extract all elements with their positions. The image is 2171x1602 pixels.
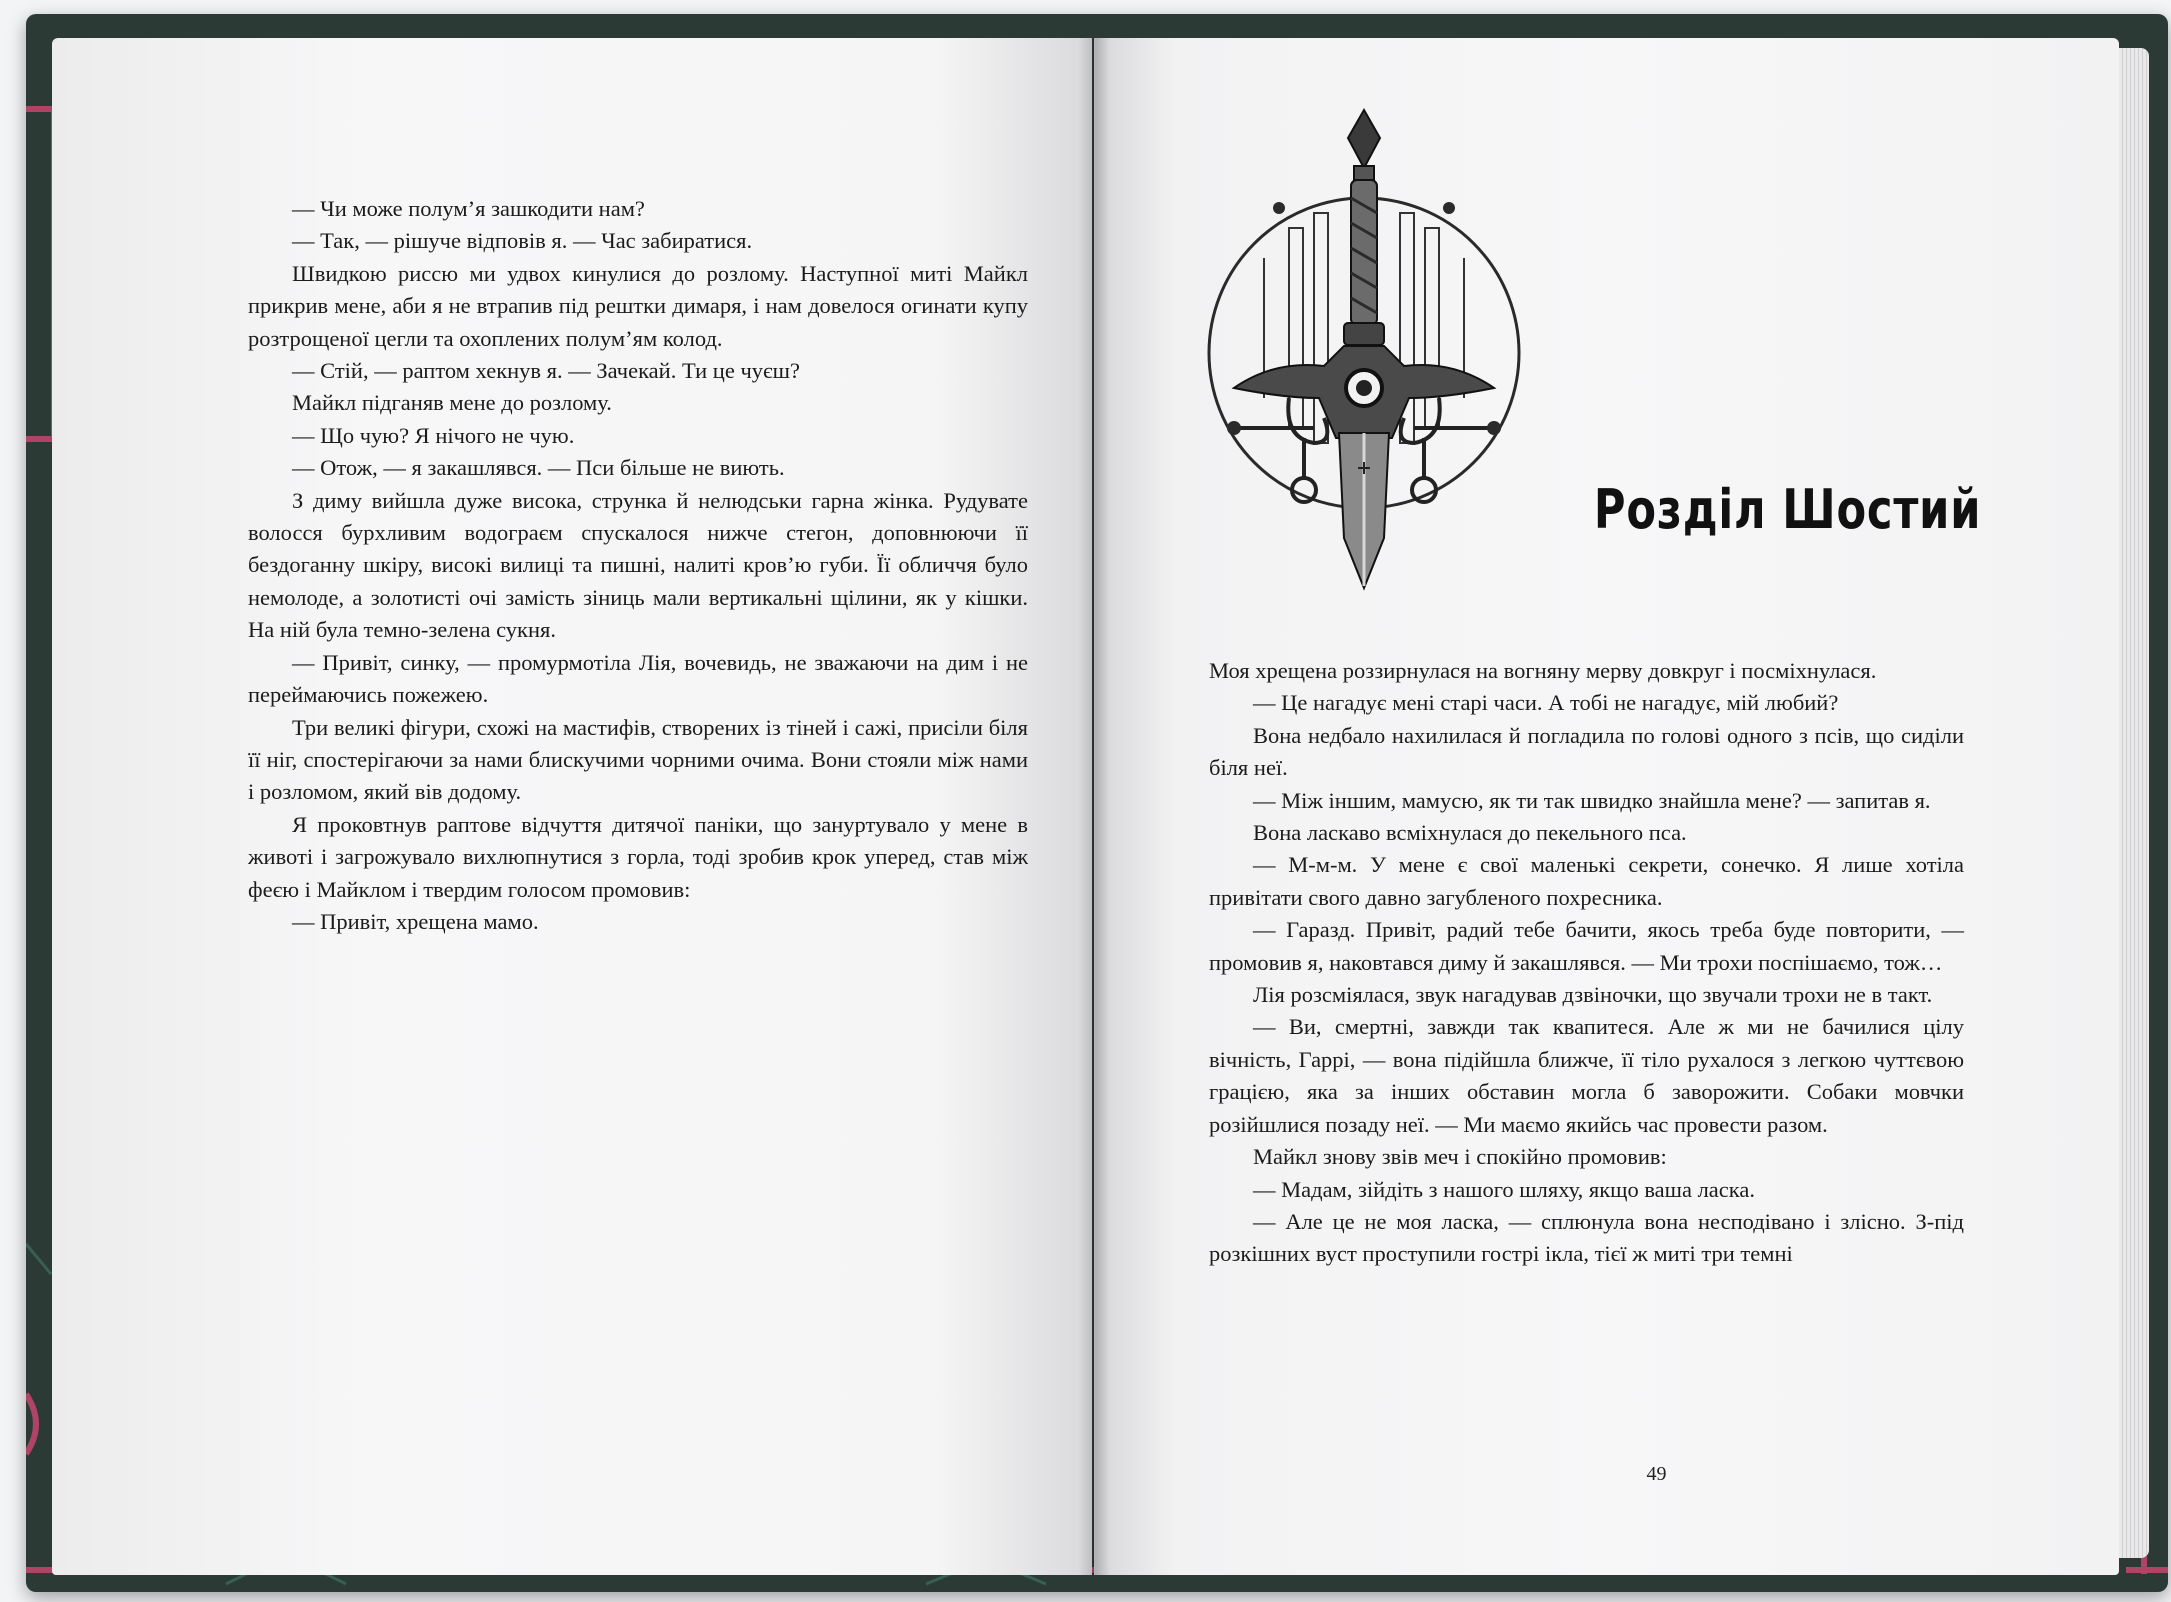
book-spine-shadow [1078, 38, 1110, 1575]
paragraph: — М-м-м. У мене є свої маленькі секрети, сонечко. Я лише хотіла привітати свого давно загубленого похресника. [1209, 852, 1964, 910]
paragraph: — Отож, — я закашлявся. — Пси більше не виють. [292, 455, 785, 481]
page-number: 49 [1646, 1463, 1667, 1485]
right-page [1094, 38, 2119, 1575]
paragraph: Швидкою риссю ми удвох кинулися до розлому. Наступної миті Майкл прикрив мене, аби я не втрапив під рештки димаря, і нам довелося огинати купу розтрощеної цегли та охоплених полум’ям колод. [248, 260, 1028, 351]
chapter-title: Розділ Шостий [1593, 478, 1981, 541]
paragraph: Моя хрещена роззирнулася на вогняну мерву довкруг і посміхнулася. [1209, 658, 1877, 683]
paragraph: — Привіт, хрещена мамо. [292, 908, 539, 934]
paragraph: Майкл знову звів меч і спокійно промовив: [1253, 1144, 1667, 1170]
paragraph: Вона недбало нахилилася й погладила по голові одного з псів, що сиділи біля неї. [1209, 722, 1964, 781]
paragraph: — Чи може полум’я зашкодити нам? [292, 196, 645, 221]
paragraph: — Мадам, зійдіть з нашого шляху, якщо ваша ласка. [1253, 1176, 1755, 1202]
paragraph: З диму вийшла дуже висока, струнка й нелюдськи гарна жінка. Рудувате волосся бурхливим водограєм спускалося нижче стегон, доповнюючи її бездоганну шкіру, високі вилиці та пишні, налиті кров’ю губи. Її обличчя було немолоде, а золотисті очі замість зіниць мали вертикальні щілини, як у кішки. На ній була темно-зелена сукня. [248, 487, 1028, 643]
paragraph: — Так, — рішуче відповів я. — Час забиратися. [292, 228, 753, 254]
paragraph: Три великі фігури, схожі на мастифів, створених із тіней і сажі, присіли біля її ніг, спостерігаючи за нами блискучими чорними очима. Вони стояли між нами і розломом, який вів додому. [248, 714, 1028, 805]
paragraph: — Але це не моя ласка, — сплюнула вона несподівано і злісно. З-під розкішних вуст проступили гострі ікла, тієї ж миті три темні [1209, 1208, 1964, 1267]
paragraph: Вона ласкаво всміхнулася до пекельного пса. [1253, 820, 1687, 846]
paragraph: — Що чую? Я нічого не чую. [292, 422, 575, 448]
sword-emblem-icon [1194, 98, 1534, 598]
left-page [52, 38, 1092, 1575]
right-page-text [1209, 655, 1964, 1271]
page-edges [2119, 48, 2149, 1558]
paragraph: — Ви, смертні, завжди так квапитеся. Але ж ми не бачилися цілу вічність, Гаррі, — вона підійшла ближче, її тіло рухалося з легкою чуттєвою грацією, яка за інших обставин могла б заворожити. Собаки мовчки розійшлися позаду неї. — Ми маємо якийсь час провести разом. [1209, 1014, 1964, 1137]
paragraph: — Гаразд. Привіт, радий тебе бачити, якось треба буде повторити, — промовив я, наковтався диму й закашлявся. — Ми трохи поспішаємо, тож… [1209, 917, 1964, 975]
left-page-text [248, 193, 1028, 938]
paragraph: — Привіт, синку, — промурмотіла Лія, вочевидь, не зважаючи на дим і не переймаючись пожежею. [248, 649, 1028, 708]
paragraph: Майкл підганяв мене до розлому. [292, 390, 612, 416]
paragraph: Лія розсміялася, звук нагадував дзвіночки, що звучали трохи не в такт. [1253, 982, 1933, 1008]
paragraph: — Між іншим, мамусю, як ти так швидко знайшла мене? — запитав я. [1253, 787, 1931, 813]
paragraph: — Стій, — раптом хекнув я. — Зачекай. Ти це чуєш? [292, 358, 800, 384]
paragraph: Я проковтнув раптове відчуття дитячої паніки, що зануртувало у мене в животі і загрожувало вихлюпнутися з горла, тоді зробив крок уперед, став між феєю і Майклом і твердим голосом промовив: [248, 811, 1028, 902]
paragraph: — Це нагадує мені старі часи. А тобі не нагадує, мій любий? [1253, 690, 1839, 716]
